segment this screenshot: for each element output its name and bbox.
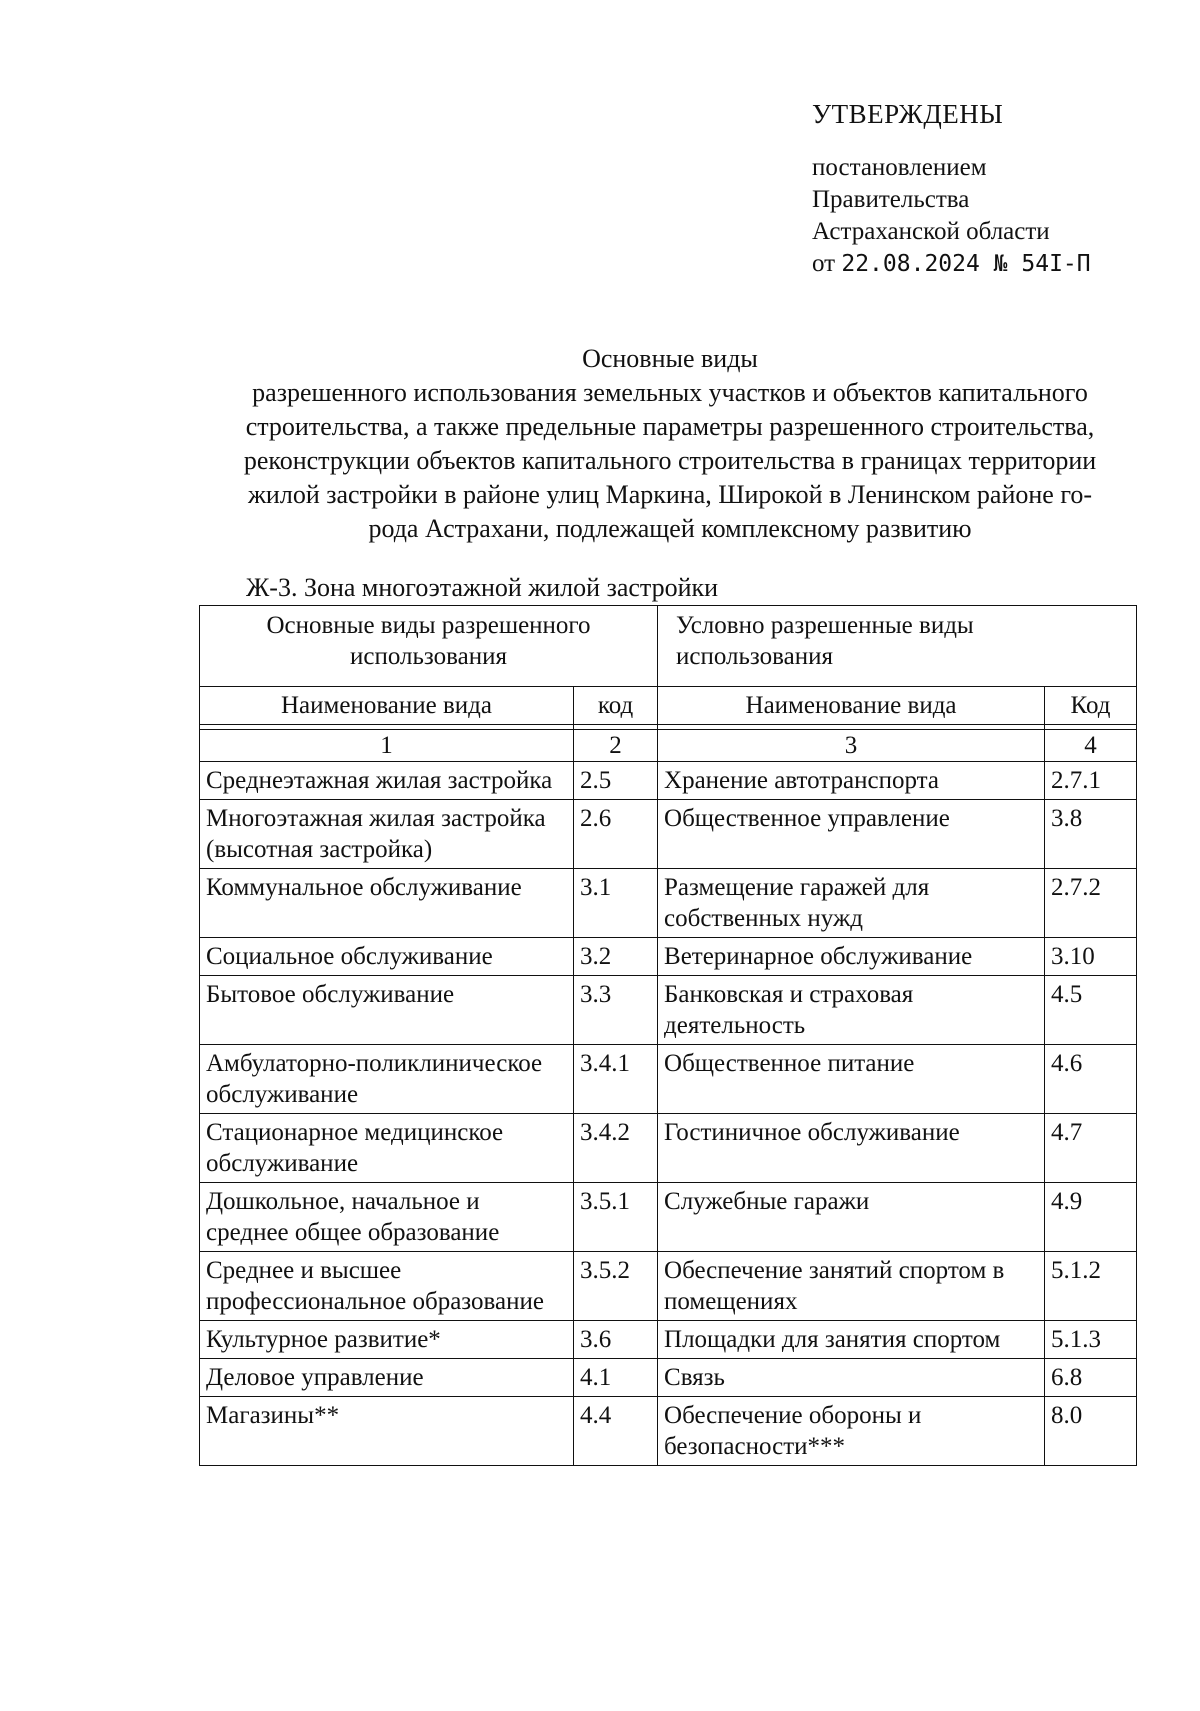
row-conditional-code: 3.10 bbox=[1045, 938, 1137, 976]
row-main-code: 3.1 bbox=[574, 869, 658, 938]
row-conditional-use: Служебные гаражи bbox=[658, 1183, 1045, 1252]
approval-line-3: Астраханской области bbox=[812, 218, 1050, 245]
table-group-header bbox=[200, 606, 1137, 687]
row-main-use: Многоэтажная жилая застройка (высотная застройка) bbox=[200, 800, 574, 869]
table-row bbox=[200, 1397, 1137, 1466]
zone-title: Ж-3. Зона многоэтажной жилой застройки bbox=[246, 573, 719, 602]
title-line-2: разрешенного использования земельных участков и объектов капитального bbox=[252, 378, 1088, 407]
row-main-code: 3.4.1 bbox=[574, 1045, 658, 1114]
table-row bbox=[200, 762, 1137, 800]
column-number: 3 bbox=[658, 730, 1045, 762]
row-main-use: Коммунальное обслуживание bbox=[200, 869, 574, 938]
land-use-table bbox=[199, 605, 1137, 1466]
group-conditional-uses: Условно разрешенные виды использования bbox=[658, 606, 1137, 687]
title-line-4: реконструкции объектов капитального строительства в границах территории bbox=[243, 446, 1097, 475]
table-row bbox=[200, 1114, 1137, 1183]
row-conditional-code: 4.7 bbox=[1045, 1114, 1137, 1183]
table-row bbox=[200, 1321, 1137, 1359]
title-line-5: жилой застройки в районе улиц Маркина, Широкой в Ленинском районе го- bbox=[247, 480, 1093, 509]
row-conditional-code: 5.1.3 bbox=[1045, 1321, 1137, 1359]
table-row bbox=[200, 1183, 1137, 1252]
header-cond-code: Код bbox=[1045, 687, 1137, 725]
row-main-use: Культурное развитие* bbox=[200, 1321, 574, 1359]
row-conditional-use: Ветеринарное обслуживание bbox=[658, 938, 1045, 976]
approval-line-1: постановлением bbox=[812, 154, 987, 181]
table-column-headers bbox=[200, 687, 1137, 725]
row-main-code: 2.5 bbox=[574, 762, 658, 800]
approval-block bbox=[812, 96, 1172, 280]
header-main-code: код bbox=[574, 687, 658, 725]
row-main-use: Дошкольное, начальное и среднее общее образование bbox=[200, 1183, 574, 1252]
approval-line-2: Правительства bbox=[812, 186, 970, 213]
approval-date-value: 22.08.2024 № 54I-П bbox=[841, 251, 1091, 277]
title-line-6: рода Астрахани, подлежащей комплексному развитию bbox=[368, 514, 972, 543]
row-main-use: Среднее и высшее профессиональное образование bbox=[200, 1252, 574, 1321]
row-conditional-use: Обеспечение занятий спортом в помещениях bbox=[658, 1252, 1045, 1321]
row-conditional-use: Хранение автотранспорта bbox=[658, 762, 1045, 800]
row-main-code: 4.1 bbox=[574, 1359, 658, 1397]
row-main-code: 3.5.1 bbox=[574, 1183, 658, 1252]
approval-date-line bbox=[812, 248, 1172, 280]
row-conditional-use: Гостиничное обслуживание bbox=[658, 1114, 1045, 1183]
row-main-code: 2.6 bbox=[574, 800, 658, 869]
row-main-use: Стационарное медицинское обслуживание bbox=[200, 1114, 574, 1183]
row-conditional-code: 8.0 bbox=[1045, 1397, 1137, 1466]
header-cond-name: Наименование вида bbox=[658, 687, 1045, 725]
row-conditional-code: 5.1.2 bbox=[1045, 1252, 1137, 1321]
row-main-use: Амбулаторно-поликлиническое обслуживание bbox=[200, 1045, 574, 1114]
row-conditional-use: Площадки для занятия спортом bbox=[658, 1321, 1045, 1359]
table-row bbox=[200, 938, 1137, 976]
row-conditional-use: Размещение гаражей для собственных нужд bbox=[658, 869, 1045, 938]
title-line-3: строительства, а также предельные параметры разрешенного строительства, bbox=[245, 412, 1095, 441]
row-main-use: Деловое управление bbox=[200, 1359, 574, 1397]
row-conditional-code: 2.7.2 bbox=[1045, 869, 1137, 938]
row-main-use: Магазины** bbox=[200, 1397, 574, 1466]
row-main-use: Социальное обслуживание bbox=[200, 938, 574, 976]
row-main-code: 3.3 bbox=[574, 976, 658, 1045]
table-row bbox=[200, 800, 1137, 869]
title-line-1: Основные виды bbox=[582, 344, 758, 373]
table-row bbox=[200, 1045, 1137, 1114]
row-conditional-use: Общественное управление bbox=[658, 800, 1045, 869]
row-conditional-use: Общественное питание bbox=[658, 1045, 1045, 1114]
group-main-uses: Основные виды разрешенного использования bbox=[200, 606, 658, 687]
row-conditional-code: 4.5 bbox=[1045, 976, 1137, 1045]
table-column-numbers bbox=[200, 730, 1137, 762]
column-number: 1 bbox=[200, 730, 574, 762]
row-conditional-code: 3.8 bbox=[1045, 800, 1137, 869]
table-row bbox=[200, 1252, 1137, 1321]
row-conditional-code: 4.9 bbox=[1045, 1183, 1137, 1252]
table-row bbox=[200, 976, 1137, 1045]
row-main-code: 3.5.2 bbox=[574, 1252, 658, 1321]
table-row bbox=[200, 869, 1137, 938]
row-conditional-code: 2.7.1 bbox=[1045, 762, 1137, 800]
row-conditional-use: Связь bbox=[658, 1359, 1045, 1397]
row-main-use: Бытовое обслуживание bbox=[200, 976, 574, 1045]
table-row bbox=[200, 1359, 1137, 1397]
row-main-code: 4.4 bbox=[574, 1397, 658, 1466]
row-conditional-use: Банковская и страховая деятельность bbox=[658, 976, 1045, 1045]
approval-title: УТВЕРЖДЕНЫ bbox=[812, 99, 1004, 129]
row-main-code: 3.4.2 bbox=[574, 1114, 658, 1183]
column-number: 4 bbox=[1045, 730, 1137, 762]
column-number: 2 bbox=[574, 730, 658, 762]
row-conditional-code: 6.8 bbox=[1045, 1359, 1137, 1397]
row-conditional-use: Обеспечение обороны и безопасности*** bbox=[658, 1397, 1045, 1466]
header-main-name: Наименование вида bbox=[200, 687, 574, 725]
row-main-use: Среднеэтажная жилая застройка bbox=[200, 762, 574, 800]
document-title bbox=[190, 342, 1150, 546]
approval-date-prefix: от bbox=[812, 250, 836, 277]
row-conditional-code: 4.6 bbox=[1045, 1045, 1137, 1114]
row-main-code: 3.6 bbox=[574, 1321, 658, 1359]
row-main-code: 3.2 bbox=[574, 938, 658, 976]
